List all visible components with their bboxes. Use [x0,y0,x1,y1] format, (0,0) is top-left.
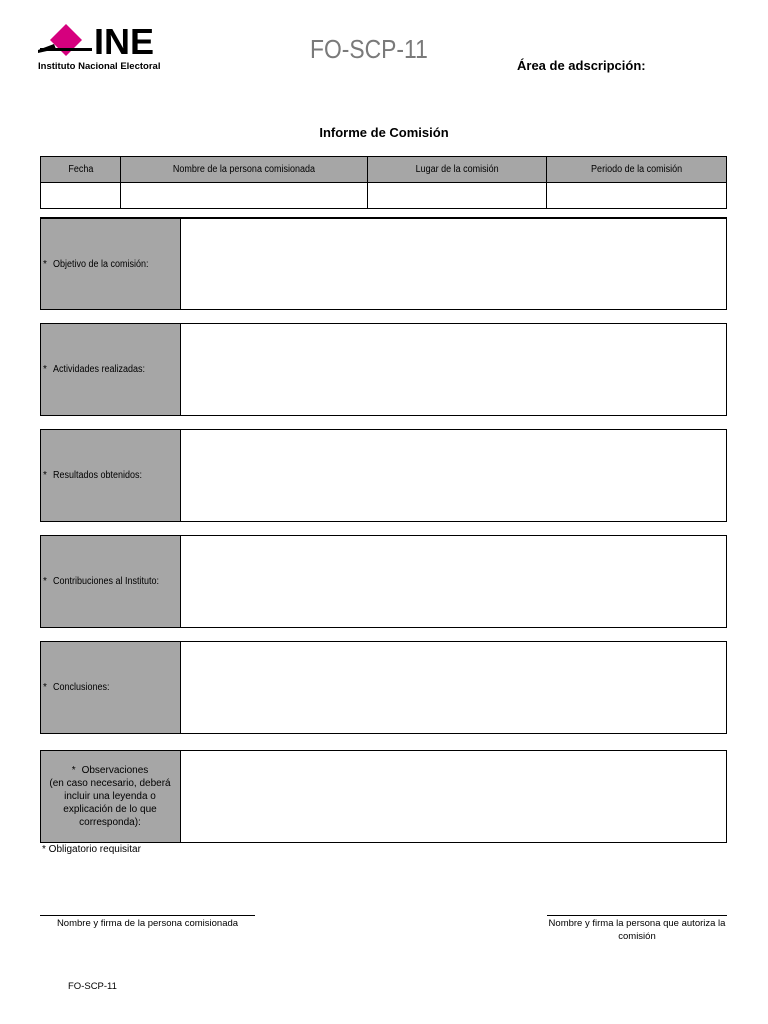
section-label: * Conclusiones: [41,642,181,733]
objetivo-field[interactable] [181,219,726,309]
section-resultados [40,429,727,522]
table-input-row [41,183,727,209]
conclusiones-field[interactable] [181,642,726,733]
column-header-periodo: Periodo de la comisión [547,157,727,183]
form-code: FO-SCP-11 [310,34,428,64]
section-label: * Contribuciones al Instituto: [41,536,181,627]
required-note: * Obligatorio requisitar [42,844,141,855]
section-actividades [40,323,727,416]
fecha-field[interactable] [41,183,121,209]
section-label: * Resultados obtenidos: [41,430,181,521]
observaciones-field[interactable] [181,751,726,842]
section-label: * Observaciones (en caso necesario, deberá incluir una leyenda o explicación de lo que corresponda): [41,751,181,842]
column-header-lugar: Lugar de la comisión [367,157,547,183]
signature-label-right: Nombre y firma la persona que autoriza la comisión [548,918,726,942]
section-objetivo [40,217,727,310]
signature-label-left: Nombre y firma de la persona comisionada [56,918,239,929]
periodo-field[interactable] [547,183,727,209]
column-header-fecha: Fecha [41,157,121,183]
ine-logo [38,22,198,72]
section-label: * Objetivo de la comisión: [41,219,181,309]
logo-wordmark: INE [94,21,155,62]
footer-form-code: FO-SCP-11 [68,981,117,992]
area-label: Área de adscripción: [517,58,646,73]
logo-subtitle: Instituto Nacional Electoral [38,61,161,72]
signature-line-right [547,915,727,916]
nombre-field[interactable] [120,183,367,209]
section-label: * Actividades realizadas: [41,324,181,415]
document-title: Informe de Comisión [319,125,449,140]
ine-diamond-icon [38,22,94,60]
section-contribuciones [40,535,727,628]
contribuciones-field[interactable] [181,536,726,627]
lugar-field[interactable] [367,183,547,209]
signature-line-left [40,915,255,916]
column-header-nombre: Nombre de la persona comisionada [120,157,367,183]
section-conclusiones [40,641,727,734]
resultados-field[interactable] [181,430,726,521]
commission-info-table [40,156,727,209]
section-observaciones [40,750,727,843]
actividades-field[interactable] [181,324,726,415]
table-header-row [41,157,727,183]
